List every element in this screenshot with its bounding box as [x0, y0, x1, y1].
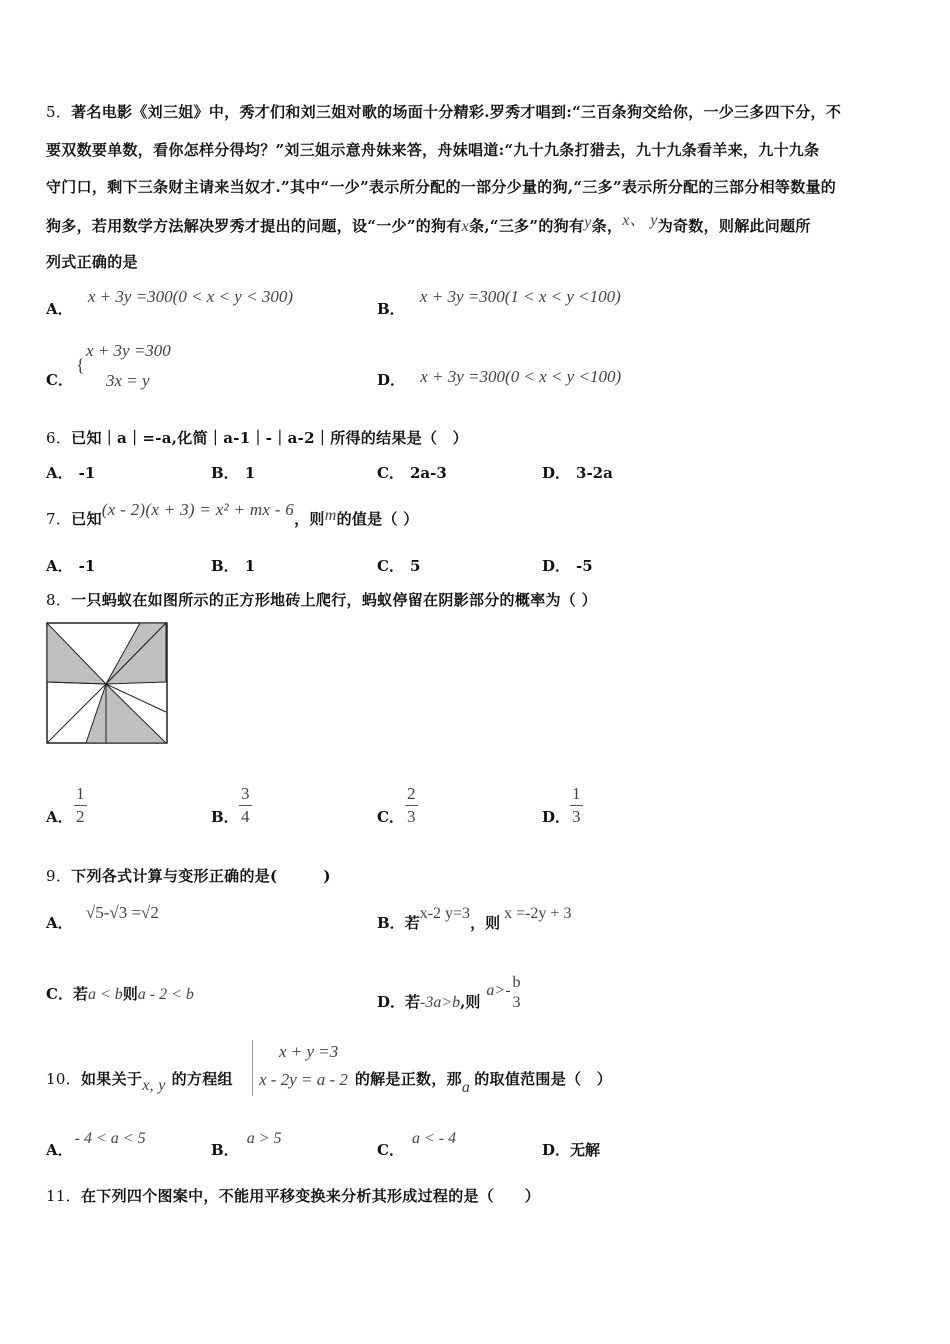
q6-stem: 6．已知｜a｜=-a,化简｜a-1｜-｜a-2｜所得的结果是（ ）: [46, 429, 468, 447]
q11-stem: 11．在下列四个图案中，不能用平移变换来分析其形成过程的是（ ）: [46, 1187, 541, 1205]
q5-line3: 守门口，剩下三条财主请来当奴才.”其中“一少”表示所分配的一部分少量的狗,“三多”表示所分配的三部分相等数量的: [46, 178, 837, 196]
q7-stem: 7．已知(x - 2)(x + 3) = x² + mx - 6，则m的值是（ ）: [46, 500, 419, 528]
q8-option-c[interactable]: C．: [377, 808, 404, 826]
q7-option-d[interactable]: D． -5: [542, 557, 593, 575]
q8-stem: 8．一只蚂蚁在如图所示的正方形地砖上爬行，蚂蚁停留在阴影部分的概率为（ ）: [46, 591, 597, 609]
q5-option-b[interactable]: B． x + 3y =300(1 < x < y <100): [377, 287, 621, 318]
q10-option-a[interactable]: A．- 4 < a < 5: [46, 1130, 146, 1159]
q8-option-d-fraction: $\frac{1}{3}$: [572, 784, 581, 826]
q9-option-c[interactable]: C．若a < b则a - 2 < b: [46, 985, 194, 1003]
q9-stem: 9．下列各式计算与变形正确的是( ): [46, 867, 331, 885]
q5-line2: 要双数要单数，看你怎样分得均？”刘三姐示意舟妹来答，舟妹唱道:“九十九条打猎去，九十九条看羊来，九十九条: [46, 141, 820, 159]
q7-option-c[interactable]: C． 5: [377, 557, 421, 575]
q6-option-a[interactable]: A． -1: [46, 464, 96, 482]
q8-option-b-fraction: $\frac{3}{4}$: [241, 784, 250, 826]
q10-option-c[interactable]: C．a < - 4: [377, 1130, 457, 1159]
q8-option-c-fraction: $\frac{2}{3}$: [407, 784, 416, 826]
q9-option-a[interactable]: A． √5-√3 =√2: [46, 903, 159, 932]
pinwheel-tile-figure: [46, 622, 168, 744]
q5-line4: 狗多，若用数学方法解决罗秀才提出的问题，设“一少”的狗有x条,“三多”的狗有y条，x、 y为奇数，则解此问题所: [46, 212, 811, 235]
q5-option-c[interactable]: C．: [46, 371, 73, 389]
q7-option-a[interactable]: A． -1: [46, 557, 96, 575]
q10-stem: 10．如果关于x, y 的方程组 的解是正数，那a 的取值范围是（ ）: [46, 1070, 612, 1096]
q5-option-a[interactable]: A． x + 3y =300(0 < x < y < 300): [46, 287, 293, 318]
q7-option-b[interactable]: B． 1: [211, 557, 256, 575]
q10-option-d[interactable]: D．无解: [542, 1141, 601, 1159]
q8-option-a[interactable]: A．: [46, 808, 73, 826]
q6-option-d[interactable]: D． 3-2a: [542, 464, 613, 482]
q10-equation-system: x + y =3 x - 2y = a - 2: [252, 1040, 371, 1096]
q5-line5: 列式正确的是: [46, 253, 138, 271]
q9-option-b[interactable]: B．若x-2 y=3，则x =-2y + 3: [377, 905, 572, 932]
q5-option-d[interactable]: D． x + 3y =300(0 < x < y <100): [377, 367, 622, 389]
q5-line1: 5．著名电影《刘三姐》中，秀才们和刘三姐对歌的场面十分精彩.罗秀才唱到:“三百条狗交给你，一少三多四下分，不: [46, 103, 842, 121]
q8-option-a-fraction: $\frac{1}{2}$: [76, 784, 85, 826]
q6-option-c[interactable]: C． 2a-3: [377, 464, 447, 482]
q9-option-d[interactable]: D．若-3a>b,则a>- b 3: [377, 974, 521, 1011]
q8-option-d[interactable]: D．: [542, 808, 571, 826]
q8-option-b[interactable]: B．: [211, 808, 239, 826]
q6-option-b[interactable]: B． 1: [211, 464, 256, 482]
q10-option-b[interactable]: B．a > 5: [211, 1130, 282, 1159]
